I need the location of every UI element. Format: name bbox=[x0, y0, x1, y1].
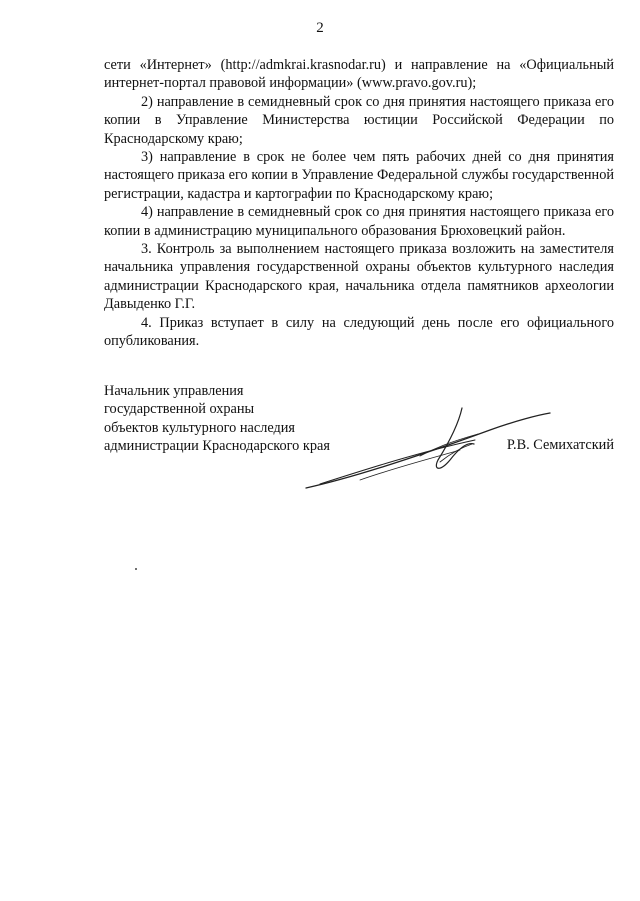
paragraph-item-4: 4) направление в семидневный срок со дня принятия настоящего приказа его копии в администрацию муниципального образования Брюховецкий район. bbox=[104, 204, 614, 239]
position-line: администрации Краснодарского края bbox=[104, 438, 330, 455]
paragraph-continuation: сети «Интернет» (http://admkrai.krasnodar.ru) и направление на «Официальный интернет-портал правовой информации» (www.pravo.gov.ru); bbox=[104, 57, 614, 92]
paragraph-item-3: 3) направление в срок не более чем пять рабочих дней со дня принятия настоящего приказа его копии в Управление Федеральной службы государственной регистрации, кадастра и картографии по Краснодарскому краю; bbox=[104, 149, 614, 202]
paragraph-item-2: 2) направление в семидневный срок со дня принятия настоящего приказа его копии в Управление Министерства юстиции Российской Федерации по Краснодарскому краю; bbox=[104, 93, 614, 147]
paragraph-clause-4: 4. Приказ вступает в силу на следующий день после его официального опубликования. bbox=[104, 314, 614, 350]
position-line: государственной охраны bbox=[104, 401, 255, 418]
scan-speck bbox=[135, 568, 137, 570]
position-line: объектов культурного наследия bbox=[104, 419, 295, 436]
page-number: 2 bbox=[316, 20, 324, 36]
paragraph-clause-3: 3. Контроль за выполнением настоящего приказа возложить на заместителя начальника управления государственной охраны объектов культурного наследия администрации Краснодарского края, начальника отдела памятников археологии Давыденко Г.Г. bbox=[104, 241, 614, 313]
position-line: Начальник управления bbox=[104, 383, 244, 399]
signer-name: Р.В. Семихатский bbox=[506, 437, 614, 453]
document-body bbox=[104, 56, 614, 351]
handwritten-signature-icon bbox=[300, 400, 560, 500]
